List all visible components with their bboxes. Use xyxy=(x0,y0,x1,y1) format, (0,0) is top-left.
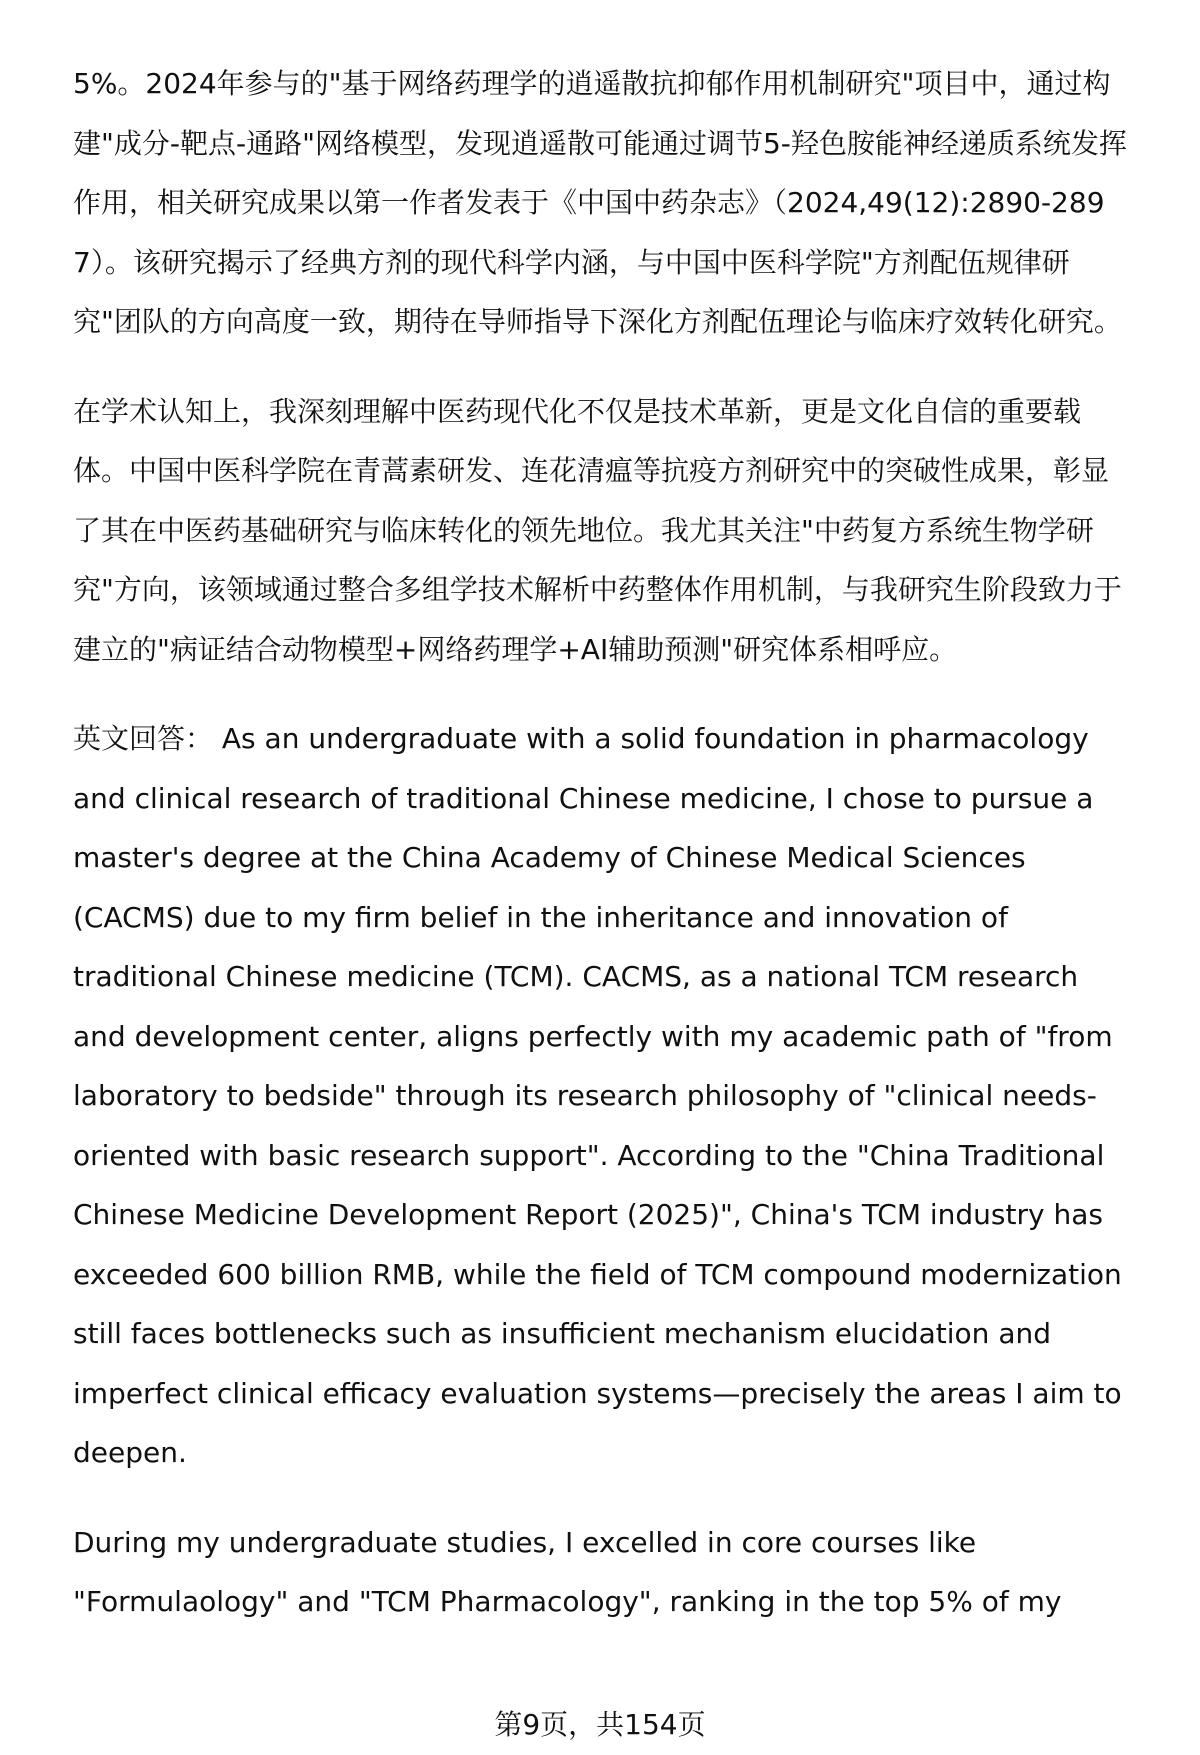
paragraph-gap xyxy=(73,679,1128,709)
paragraph-gap xyxy=(73,1483,1128,1513)
paragraph-academic-cognition: 在学术认知上，我深刻理解中医药现代化不仅是技术革新，更是文化自信的重要载体。中国中医科学院在青蒿素研发、连花清瘟等抗疫方剂研究中的突破性成果，彰显了其在中医药基础研究与临床转化的领先地位。我尤其关注"中药复方系统生物学研究"方向，该领域通过整合多组学技术解析中药整体作用机制，与我研究生阶段致力于建立的"病证结合动物模型+网络药理学+AI辅助预测"研究体系相呼应。 xyxy=(73,394,1122,666)
page-number-footer: 第9页，共154页 xyxy=(494,1708,706,1741)
paragraph-undergraduate-studies: During my undergraduate studies, I excelled in core courses like "Formulaology" and "TCM Pharmacology", ranking in the top 5% of my xyxy=(73,1525,1062,1618)
paragraph-english-answer: 英文回答： As an undergraduate with a solid foundation in pharmacology and clinical research of traditional Chinese medicine, I chose to pursue a master's degree at the China Academy of Chinese Medical Sciences (CACMS) due to my firm belief in the inheritance and innovation of traditional Chinese medicine (TCM). CACMS, as a national TCM research and development center, aligns perfectly with my academic path of "from laboratory to bedside" through its research philosophy of "clinical needs-oriented with basic research support". According to the "China Traditional Chinese Medicine Development Report (2025)", China's TCM industry has exceeded 600 billion RMB, while the field of TCM compound modernization still faces bottlenecks such as insufficient mechanism elucidation and imperfect clinical efficacy evaluation systems—precisely the areas I aim to deepen. xyxy=(73,722,1122,1469)
paragraph-gap xyxy=(73,352,1128,382)
paragraph-research-project: 5%。2024年参与的"基于网络药理学的逍遥散抗抑郁作用机制研究"项目中，通过构建"成分-靶点-通路"网络模型，发现逍遥散可能通过调节5-羟色胺能神经递质系统发挥作用，相关研究成果以第一作者发表于《中国中药杂志》（2024,49(12):2890-2897）。该研究揭示了经典方剂的现代科学内涵，与中国中医科学院"方剂配伍规律研究"团队的方向高度一致，期待在导师指导下深化方剂配伍理论与临床疗效转化研究。 xyxy=(73,67,1127,338)
